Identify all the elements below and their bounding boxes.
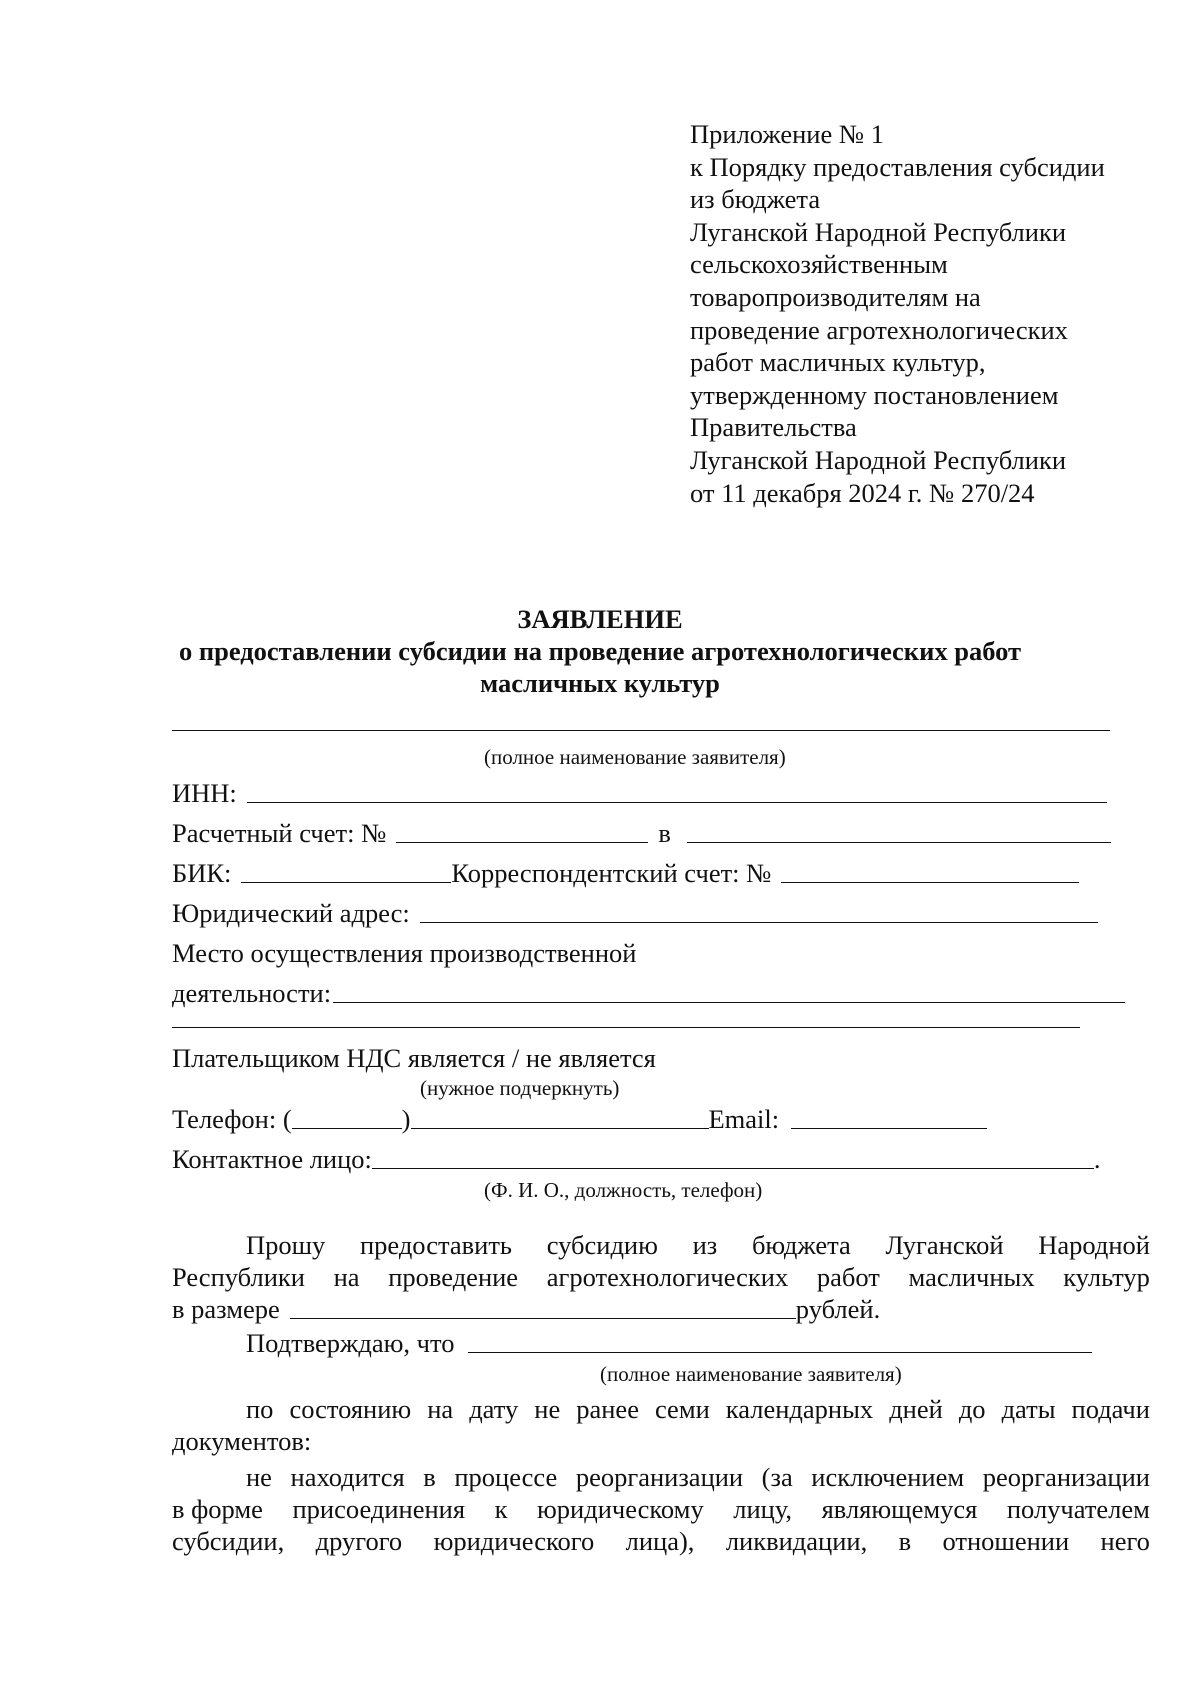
word: из (692, 1230, 718, 1260)
phone-number-field[interactable] (411, 1128, 709, 1129)
word: на (427, 1394, 454, 1424)
bik-field[interactable] (241, 882, 451, 883)
state-line-2: документов: (172, 1426, 312, 1456)
reorg-line-3 (172, 1526, 1150, 1557)
title-main: ЗАЯВЛЕНИЕ (517, 604, 683, 634)
corr-account-label: Корреспондентский счет: № (451, 858, 772, 888)
account-bank-prefix: в (658, 818, 671, 848)
document-title (150, 603, 1050, 699)
amount-field[interactable] (290, 1318, 796, 1319)
word: Луганской (885, 1230, 1004, 1260)
reorg-line-1 (246, 1462, 1150, 1493)
applicant-name-field[interactable] (172, 730, 1110, 731)
contact-end: . (1093, 1144, 1101, 1174)
vat-text: Плательщиком НДС является / не является (172, 1043, 656, 1073)
word: субсидию (546, 1230, 658, 1260)
production-place-row-1 (172, 938, 636, 969)
state-line-1 (246, 1394, 1150, 1425)
word: календарных (725, 1394, 874, 1424)
phone-label: Телефон: ( (172, 1104, 292, 1134)
confirm-applicant-field[interactable] (468, 1352, 1092, 1353)
annex-line: сельскохозяйственным (690, 249, 948, 280)
word: (за (761, 1462, 793, 1492)
production-place-label-2: деятельности: (172, 978, 332, 1008)
phone-code-field[interactable] (292, 1128, 402, 1129)
word: состоянию (289, 1394, 412, 1424)
word: культур (1063, 1262, 1150, 1292)
word: Республики (172, 1262, 305, 1292)
bik-label: БИК: (172, 858, 232, 888)
word: к (494, 1494, 508, 1524)
word: семи (654, 1394, 710, 1424)
inn-label: ИНН: (172, 778, 237, 808)
account-bank-field[interactable] (687, 842, 1111, 843)
word: лица), (625, 1526, 695, 1556)
account-label: Расчетный счет: № (172, 818, 387, 848)
word: масличных (908, 1262, 1035, 1292)
confirm-row (246, 1328, 1092, 1359)
phone-code-close: ) (401, 1104, 411, 1134)
vat-row (172, 1043, 656, 1074)
annex-line: Луганской Народной Республики (690, 444, 1067, 475)
annex-block (690, 118, 1160, 509)
word: по (246, 1394, 274, 1424)
annex-line: к Порядку предоставления субсидии (690, 151, 1105, 182)
word: подачи (1071, 1394, 1150, 1424)
word: до (958, 1394, 986, 1424)
word: отношении (942, 1526, 1070, 1556)
production-place-label-1: Место осуществления производственной (172, 938, 637, 968)
word: ликвидации, (725, 1526, 868, 1556)
corr-account-field[interactable] (781, 882, 1079, 883)
word: юридическому (537, 1494, 704, 1524)
request-line-1 (246, 1230, 1150, 1261)
word: находится (290, 1462, 405, 1492)
word: Народной (1038, 1230, 1150, 1260)
amount-label: в размере (172, 1294, 280, 1324)
word: проведение (388, 1262, 519, 1292)
word: исключением (811, 1462, 965, 1492)
word: агротехнологических (546, 1262, 789, 1292)
word: процессе (454, 1462, 558, 1492)
production-place-row-2 (172, 978, 1125, 1009)
contact-row (172, 1144, 1101, 1175)
annex-line: из бюджета (690, 184, 821, 215)
annex-line: утвержденному постановлением (690, 379, 1059, 410)
production-place-field[interactable] (333, 1002, 1125, 1003)
phone-row (172, 1104, 987, 1135)
word: являющемуся (821, 1494, 978, 1524)
word: даты (1001, 1394, 1056, 1424)
word: лицу, (733, 1494, 793, 1524)
contact-caption: (Ф. И. О., должность, телефон) (484, 1178, 763, 1202)
word: в (898, 1526, 912, 1556)
word: предоставить (359, 1230, 513, 1260)
email-label: Email: (708, 1104, 780, 1134)
word: дату (469, 1394, 519, 1424)
annex-line: от 11 декабря 2024 г. № 270/24 (690, 477, 1035, 508)
word: работ (816, 1262, 880, 1292)
word: субсидии, (172, 1526, 285, 1556)
title-line-2: масличных культур (480, 668, 720, 698)
legal-address-row (172, 898, 1098, 929)
applicant-name-caption: (полное наименование заявителя) (484, 745, 786, 769)
inn-field[interactable] (247, 802, 1107, 803)
annex-line: Правительства (690, 412, 857, 443)
amount-currency: рублей. (795, 1294, 881, 1324)
legal-address-label: Юридический адрес: (172, 898, 410, 928)
request-line-2 (172, 1262, 1150, 1293)
bik-row (172, 858, 1079, 889)
email-field[interactable] (791, 1128, 987, 1129)
word: Прошу (246, 1230, 326, 1260)
confirm-caption: (полное наименование заявителя) (600, 1362, 902, 1386)
word: юридического (433, 1526, 595, 1556)
word: бюджета (751, 1230, 851, 1260)
account-number-field[interactable] (396, 842, 648, 843)
word: не (534, 1394, 561, 1424)
inn-row (172, 778, 1107, 809)
word: на (333, 1262, 360, 1292)
word: не (246, 1462, 272, 1492)
contact-label: Контактное лицо: (172, 1144, 372, 1174)
word: другого (315, 1526, 403, 1556)
word: ранее (576, 1394, 639, 1424)
annex-line: Приложение № 1 (690, 119, 885, 149)
confirm-label: Подтверждаю, что (246, 1328, 455, 1358)
production-place-field-extra[interactable] (172, 1027, 1080, 1028)
request-line-3 (172, 1294, 880, 1325)
annex-line: Луганской Народной Республики (690, 216, 1067, 247)
legal-address-field[interactable] (420, 922, 1098, 923)
word: в (423, 1462, 436, 1492)
word: получателем (1006, 1494, 1150, 1524)
account-row (172, 818, 1111, 849)
word: в форме (172, 1494, 263, 1524)
title-line-1: о предоставлении субсидии на проведение агротехнологических работ (178, 636, 1022, 666)
vat-caption: (нужное подчеркнуть) (420, 1076, 620, 1100)
reorg-line-2 (172, 1494, 1150, 1525)
annex-line: проведение агротехнологических (690, 314, 1068, 345)
word: реорганизации (982, 1462, 1150, 1492)
annex-line: работ масличных культур, (690, 347, 986, 378)
word: дней (889, 1394, 943, 1424)
word: реорганизации (575, 1462, 744, 1492)
word: него (1100, 1526, 1150, 1556)
word: присоединения (292, 1494, 466, 1524)
contact-field[interactable] (372, 1168, 1094, 1169)
annex-line: товаропроизводителям на (690, 281, 981, 312)
